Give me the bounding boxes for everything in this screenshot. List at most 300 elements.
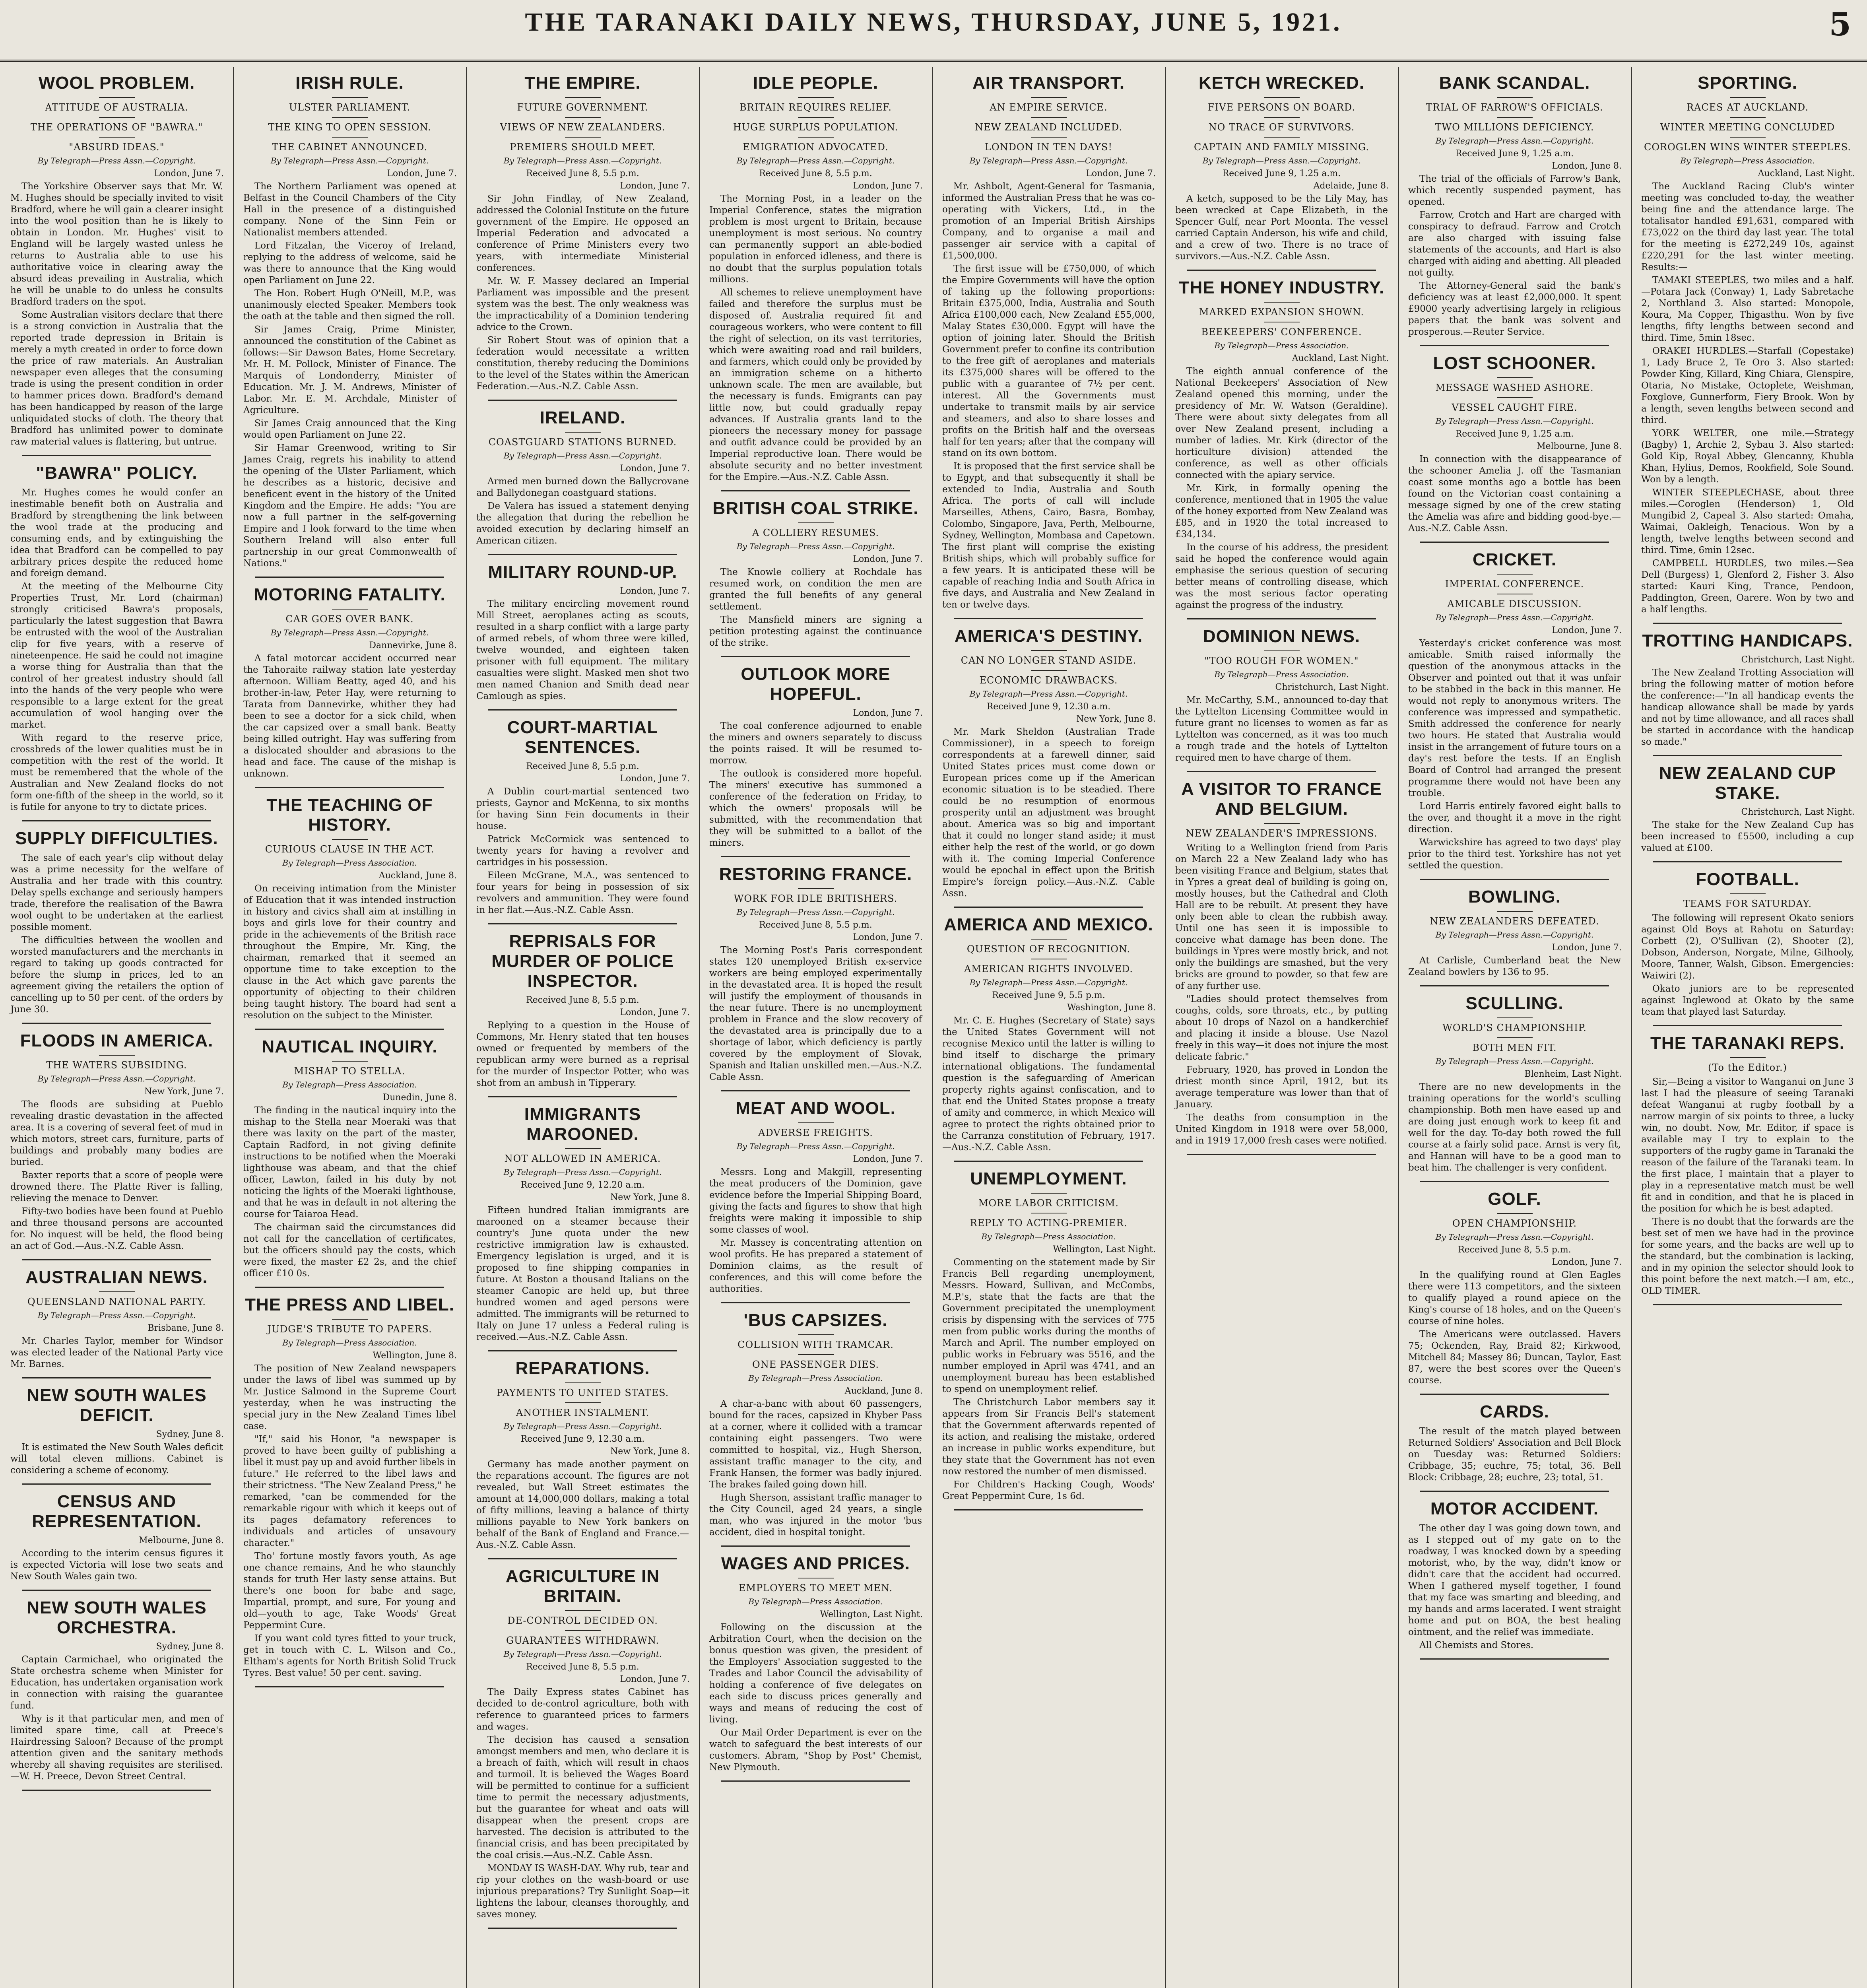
article-separator xyxy=(954,1509,1143,1510)
article-paragraph: The Americans were outclassed. Havers 75; Ockenden, Ray, Braid 82; Kirkwood, Mitchell 84; Massey 86; Duncan, Taylor, East 87, were the best scores over the Queen's course. xyxy=(1408,1329,1621,1386)
subheading: JUDGE'S TRIBUTE TO PAPERS. xyxy=(267,1324,432,1335)
byline: By Telegraph—Press Assn.—Copyright. xyxy=(736,156,895,165)
subheading: BOTH MEN FIT. xyxy=(1472,1042,1557,1053)
sub-rule xyxy=(1497,117,1533,118)
dateline: Washington, June 8. xyxy=(1067,1003,1156,1013)
sub-rule xyxy=(1730,97,1766,98)
sub-rule xyxy=(1031,670,1067,671)
headline: NEW SOUTH WALES DEFICIT. xyxy=(27,1386,207,1425)
article-paragraph: Following on the discussion at the Arbitration Court, when the decision on the bonus question was given, the president of the Employers' Association suggested to the Trades and Labor Council the advisability of holding a conference of five delegates on each side to discuss prices generally and ways and means of reducing the cost of living. xyxy=(709,1622,922,1725)
sub-rule xyxy=(1497,1213,1533,1214)
article-separator xyxy=(1653,1025,1842,1026)
article xyxy=(1637,870,1858,1026)
headline: MOTOR ACCIDENT. xyxy=(1430,1499,1599,1518)
byline: By Telegraph—Press Association. xyxy=(748,1597,883,1606)
dateline: Blenheim, Last Night. xyxy=(1524,1069,1622,1079)
article-paragraph: Mr. Mark Sheldon (Australian Trade Commissioner), in a speech to foreign correspondents at a farewell dinner, said United States prices must come down or European prices come up if the American economic situation is to be steadied. There could be no resumption of enormous prosperity until an adjustment was brought about. America was so big and important that it could no longer stand aside; it must either help the rest of the world, or go down with it. The coming Imperial Conference would be epochal in effect upon the British Empire's foreign policy.—Aus.-N.Z. Cable Assn. xyxy=(942,727,1155,899)
dateline: Dannevirke, June 8. xyxy=(369,641,457,650)
article xyxy=(1404,887,1625,986)
subheading: COLLISION WITH TRAMCAR. xyxy=(737,1339,894,1350)
subheading: ONE PASSENGER DIES. xyxy=(752,1359,879,1370)
article-paragraph: Fifteen hundred Italian immigrants are marooned on a steamer because their country's June quota under the new restrictive immigration law is exhausted. Emergency legislation is urged, and it is proposed to fine shipping companies in future. At Boston a thousand Italians on the steamer Canopic are held up, but three hundred women and aged persons were admitted. The immigrants will be returned to Italy on June 17 unless a Federal ruling is received.—Aus.-N.Z. Cable Assn. xyxy=(476,1205,689,1342)
article-paragraph: On receiving intimation from the Minister of Education that it was intended instruction in history and civics shall aim at instilling in boys and girls love for their country and pride in the achievements of the British race throughout the Empire, Mr. King, the chairman, remarked that it seemed an opportune time to take exception to the clause in the Act which gave parents the opportunity of objecting to their children being taught history. The board had sent a resolution on the subject to the Minister. xyxy=(243,883,456,1021)
article xyxy=(6,1598,227,1791)
article-paragraph: The Morning Post, in a leader on the Imperial Conference, states the migration problem is most urgent to Britain, because unemployment is most serious. No country can permanently support an able-bodied population in enforced idleness, and there is no doubt that the surplus population totals millions. xyxy=(709,194,922,285)
subheading: TRIAL OF FARROW'S OFFICIALS. xyxy=(1426,102,1603,113)
headline: BOWLING. xyxy=(1468,887,1561,907)
article-paragraph: Patrick McCormick was sentenced to twenty years for having a revolver and cartridges in his possession. xyxy=(476,834,689,868)
article-paragraph: A fatal motorcar accident occurred near the Tahoraite railway station late yesterday afternoon. William Beatty, aged 40, and his brother-in-law, Peter Hay, were returning to Tarata from Dannevirke, whither they had been to see a doctor for a sick child, when the car capsized over a small bank. Beatty being killed outright. Hay was suffering from a dislocated shoulder and abrasions to the head and face. The cause of the mishap is unknown. xyxy=(243,653,456,779)
sub-rule xyxy=(99,117,135,118)
byline: By Telegraph—Press Assn.—Copyright. xyxy=(1435,1232,1594,1242)
byline: By Telegraph—Press Association. xyxy=(282,1338,417,1347)
headline: WAGES AND PRICES. xyxy=(721,1554,910,1573)
article xyxy=(1637,763,1858,862)
article-paragraph: Our Mail Order Department is ever on the watch to safeguard the best interests of our customers. Abram, "Shop by Post" Chemist, New Plymouth. xyxy=(709,1728,922,1773)
dateline: London, June 7. xyxy=(853,554,923,564)
article xyxy=(705,1099,926,1303)
article xyxy=(1404,1189,1625,1395)
received-time: Received June 9, 5.5 p.m. xyxy=(992,990,1105,1000)
dateline: New York, June 8. xyxy=(610,1192,690,1202)
article xyxy=(938,73,1159,619)
article-separator xyxy=(22,1590,211,1591)
column-rule xyxy=(1631,67,1632,1988)
byline: By Telegraph—Press Assn.—Copyright. xyxy=(503,1649,662,1659)
column-rule xyxy=(466,67,467,1988)
article xyxy=(1637,1033,1858,1305)
subheading: COROGLEN WINS WINTER STEEPLES. xyxy=(1644,142,1851,153)
article-paragraph: Mr. Hughes comes he would confer an inestimable benefit both on Australia and Bradford by strengthening the link between the wool trade at the producing and consuming ends, and by extinguishing the idea that Bradford can be compelled to pay arbitrary prices despite the reduced home and foreign demand. xyxy=(10,487,223,579)
article-separator xyxy=(488,1350,677,1351)
article-paragraph: Eileen McGrane, M.A., was sentenced to four years for being in possession of six revolvers and ammunition. They were found in her flat.—Aus.-N.Z. Cable Assn. xyxy=(476,870,689,915)
article-paragraph: Mr. McCarthy, S.M., announced to-day that the Lyttelton Licensing Committee would in future grant no licenses to women as far as Lyttelton was concerned, as it was too much a rough trade and the hotels of Lyttelton required men to have charge of them. xyxy=(1175,695,1388,763)
sub-rule xyxy=(1031,939,1067,940)
byline: By Telegraph—Press Assn.—Copyright. xyxy=(736,1142,895,1151)
sub-rule xyxy=(565,1610,601,1611)
dateline: Auckland, Last Night. xyxy=(1292,353,1389,363)
article-paragraph: The floods are subsiding at Pueblo revealing drastic devastation in the affected area. It is a covering of several feet of mud in which motors, street cars, furniture, parts of buildings and probably many bodies are buried. xyxy=(10,1099,223,1167)
dateline: London, June 7. xyxy=(1552,943,1622,953)
dateline: New York, June 8. xyxy=(610,1446,690,1456)
article-separator xyxy=(22,820,211,821)
subheading: TEAMS FOR SATURDAY. xyxy=(1683,898,1812,909)
article-separator xyxy=(721,1090,910,1091)
headline: MILITARY ROUND-UP. xyxy=(488,562,677,582)
article xyxy=(1404,550,1625,880)
sub-rule xyxy=(1031,137,1067,138)
sub-rule xyxy=(798,117,834,118)
subheading: ANOTHER INSTALMENT. xyxy=(516,1407,650,1418)
article xyxy=(472,932,693,1097)
headline: REPARATIONS. xyxy=(515,1359,650,1378)
dateline: London, June 7. xyxy=(620,586,690,596)
received-time: Received June 9, 12.30 a.m. xyxy=(986,702,1111,712)
byline: By Telegraph—Press Association. xyxy=(1680,156,1815,165)
subheading: CAR GOES OVER BANK. xyxy=(285,613,414,625)
article xyxy=(1404,73,1625,346)
article-paragraph: Hugh Sherson, assistant traffic manager to the City Council, aged 24 years, a single man, who was injured in the motor 'bus accident, died in hospital tonight. xyxy=(709,1493,922,1538)
article xyxy=(1171,278,1392,619)
received-time: Received June 9, 12.20 a.m. xyxy=(520,1180,645,1190)
headline: IRELAND. xyxy=(540,408,626,427)
headline: IDLE PEOPLE. xyxy=(753,73,879,93)
subheading: ATTITUDE OF AUSTRALIA. xyxy=(45,102,188,113)
byline: By Telegraph—Press Assn.—Copyright. xyxy=(270,156,429,165)
subheading: FIVE PERSONS ON BOARD. xyxy=(1207,102,1356,113)
article-paragraph: The Attorney-General said the bank's deficiency was at least £2,000,000. It spent £9000 yearly advertising largely in religious papers that the bank was solvent and prosperous.—Reuter Service. xyxy=(1408,281,1621,337)
subheading: "TOO ROUGH FOR WOMEN." xyxy=(1204,655,1359,666)
article-paragraph: Sir James Craig, Prime Minister, announced the constitution of the Cabinet as follows:—Sir Dawson Bates, Home Secretary. Mr. H. M. Pollock, Minister of Finance. The Marquis of Londonderry, Minister of Education. Mr. J. M. Andrews, Minister of Labor. Mr. E. M. Archdale, Minister of Agriculture. xyxy=(243,324,456,415)
subheading: LONDON IN TEN DAYS! xyxy=(985,142,1112,153)
subheading: WORK FOR IDLE BRITISHERS. xyxy=(734,893,898,904)
article-paragraph: The chairman said the circumstances did not call for the cancellation of certificates, but the officers should pay the costs, which were fixed, the master £2 2s, and the chief officer £10 0s. xyxy=(243,1222,456,1279)
article-paragraph: CAMPBELL HURDLES, two miles.—Sea Dell (Burgess) 1, Glenford 2, Fisher 3. Also started: Kauri King, Trance, Pendoon, Paddington, Green, Oarere. Won by two and a half lengths. xyxy=(1641,558,1854,615)
subheading: "ABSURD IDEAS." xyxy=(69,142,165,153)
dateline: London, June 7. xyxy=(1086,169,1156,179)
dateline: London, June 7. xyxy=(1552,1257,1622,1267)
headline: AGRICULTURE IN BRITAIN. xyxy=(505,1567,660,1606)
article-paragraph: The Daily Express states Cabinet has decided to de-control agriculture, both with reference to guaranteed prices to farmers and wages. xyxy=(476,1687,689,1732)
article-paragraph: "If," said his Honor, "a newspaper is proved to have been guilty of publishing a libel it must pay up and avoid further libels in future." He referred to the libel laws and their strictness. "The New Zealand Press," he remarked, "can be commended for the remarkable rigour with which it keeps out of its pages defamatory references to individuals and articles of unsavoury character." xyxy=(243,1434,456,1548)
dateline: New York, June 8. xyxy=(1076,714,1156,724)
article-paragraph: The military encircling movement round Mill Street, aeroplanes acting as scouts, resulted in a sharp conflict with a large party of armed rebels, of whom three were killed, twelve wounded, and eighteen taken prisoner with full equipment. The military casualties were slight. Masked men shot two men named Chanion and Smith dead near Camlough as spies. xyxy=(476,599,689,701)
article-paragraph: All Chemists and Stores. xyxy=(1419,1640,1534,1650)
article xyxy=(239,795,460,1030)
byline: By Telegraph—Press Assn.—Copyright. xyxy=(37,156,196,165)
article-separator xyxy=(22,455,211,456)
sub-rule xyxy=(1031,97,1067,98)
sub-rule xyxy=(332,1061,368,1062)
article-separator xyxy=(488,1928,677,1929)
sub-rule xyxy=(99,1291,135,1292)
article-paragraph: ORAKEI HURDLES.—Starfall (Copestake) 1, Lady Bruce 2, Te Oro 3. Also started: Powder King, Killard, King Chiara, Glenspire, Otaria, No Mistake, Octoplete, Weishman, Foxglove, Gunnerform, Fiery Brook. Won by a length, seven lengths between second and third. xyxy=(1641,346,1854,425)
article-separator xyxy=(22,1483,211,1485)
subheading: A COLLIERY RESUMES. xyxy=(752,527,879,538)
article-paragraph: In the course of his address, the president said he hoped the conference would again emphasise the serious question of securing better means of controlling disease, which was the most serious factor operating against the progress of the industry. xyxy=(1175,542,1388,610)
headline: THE EMPIRE. xyxy=(524,73,641,93)
article xyxy=(705,1310,926,1547)
headline: SUPPLY DIFFICULTIES. xyxy=(15,829,218,848)
headline: BRITISH COAL STRIKE. xyxy=(712,499,919,518)
article-paragraph: The result of the match played between Returned Soldiers' Association and Bell Block on Tuesday was: Returned Soldiers: Cribbage, 35; euchre, 75; total, 36. Bell Block: Cribbage, 28; euchre, 23; total, 51. xyxy=(1408,1426,1621,1483)
article xyxy=(239,1295,460,1687)
sub-rule xyxy=(565,1382,601,1383)
article-separator xyxy=(22,1790,211,1791)
sub-rule xyxy=(1730,137,1766,138)
sub-rule xyxy=(1497,1037,1533,1038)
article-paragraph: Mr. W. F. Massey declared an Imperial Parliament was impossible and the present system was the best. The only weakness was the impracticability of a Dominion tendering advice to the Crown. xyxy=(476,276,689,332)
dateline: New York, June 7. xyxy=(144,1087,224,1097)
dateline: Christchurch, Last Night. xyxy=(1741,655,1855,665)
article-separator xyxy=(1420,1394,1609,1395)
article xyxy=(6,1386,227,1485)
sub-rule xyxy=(1264,97,1300,98)
headline: IRISH RULE. xyxy=(295,73,404,93)
subheading: HUGE SURPLUS POPULATION. xyxy=(733,122,899,133)
subheading: BEEKEEPERS' CONFERENCE. xyxy=(1201,326,1362,338)
article-separator xyxy=(255,787,444,788)
article-paragraph: For Children's Hacking Cough, Woods' Great Peppermint Cure, 1s 6d. xyxy=(942,1479,1155,1501)
article xyxy=(6,73,227,456)
article-paragraph: Mr. Kirk, in formally opening the conference, mentioned that in 1905 the value of the honey exported from New Zealand was £85, and in 1920 the total increased to £34,134. xyxy=(1175,483,1388,540)
article-paragraph: The outlook is considered more hopeful. The miners' executive has summoned a conference of the federation on Friday, to which the owners' proposals will be submitted, with the recommendation that they will be submitted to a ballot of the miners. xyxy=(709,769,922,848)
sub-rule xyxy=(1031,1193,1067,1194)
article xyxy=(705,1554,926,1782)
article-separator xyxy=(721,656,910,657)
article-paragraph: The Hon. Robert Hugh O'Neill, M.P., was unanimously elected Speaker. Members took the oath at the table and then signed the roll. xyxy=(243,288,456,322)
byline: By Telegraph—Press Assn.—Copyright. xyxy=(1435,930,1594,940)
article-separator xyxy=(22,1259,211,1260)
headline: MEAT AND WOOL. xyxy=(736,1099,896,1118)
article xyxy=(938,626,1159,908)
article-paragraph: "Ladies should protect themselves from coughs, colds, sore throats, etc., by putting about 10 drops of Nazol on a handkerchief and placing it inside a blouse. Use Nazol freely in this way—it does not injure the most delicate fabric." xyxy=(1175,994,1388,1062)
article xyxy=(6,1031,227,1260)
subheading: FUTURE GOVERNMENT. xyxy=(517,102,648,113)
dateline: Christchurch, Last Night. xyxy=(1275,682,1389,692)
article xyxy=(6,1492,227,1591)
article-separator xyxy=(488,1558,677,1559)
article-separator xyxy=(488,400,677,401)
article-paragraph: A Dublin court-martial sentenced two priests, Gaynor and McKenna, to six months for having Sinn Fein documents in their house. xyxy=(476,786,689,831)
article-paragraph: Okato juniors are to be represented against Inglewood at Okato by the same team that played last Saturday. xyxy=(1641,984,1854,1017)
headline: THE HONEY INDUSTRY. xyxy=(1178,278,1385,297)
byline: By Telegraph—Press Assn.—Copyright. xyxy=(1202,156,1361,165)
headline: REPRISALS FOR MURDER OF POLICE INSPECTOR. xyxy=(491,932,674,991)
subheading: CAN NO LONGER STAND ASIDE. xyxy=(961,655,1137,666)
subheading: MESSAGE WASHED ASHORE. xyxy=(1435,382,1594,393)
dateline: London, June 7. xyxy=(620,464,690,474)
subheading: DE-CONTROL DECIDED ON. xyxy=(507,1615,658,1626)
headline: UNEMPLOYMENT. xyxy=(970,1169,1127,1188)
article-separator xyxy=(255,1029,444,1030)
byline: By Telegraph—Press Assn.—Copyright. xyxy=(503,1421,662,1431)
subheading: BRITAIN REQUIRES RELIEF. xyxy=(739,102,892,113)
subheading: NEW ZEALANDERS DEFEATED. xyxy=(1430,916,1599,927)
subheading: NEW ZEALANDER'S IMPRESSIONS. xyxy=(1186,828,1378,839)
subheading: WINTER MEETING CONCLUDED xyxy=(1660,122,1835,133)
article-paragraph: Sir John Findlay, of New Zealand, addressed the Colonial Institute on the future government of the Empire. He opposed an Imperial Federation and advocated a conference of Prime Ministers every two years, with intermediate Ministerial conferences. xyxy=(476,194,689,273)
sub-rule xyxy=(1031,117,1067,118)
article xyxy=(1171,779,1392,1155)
article-separator xyxy=(1420,1181,1609,1182)
article-paragraph: The stake for the New Zealand Cup has been increased to £5500, including a cup valued at £100. xyxy=(1641,820,1854,853)
sub-rule xyxy=(99,137,135,138)
article-paragraph: The trial of the officials of Farrow's Bank, which recently suspended payment, has opened. xyxy=(1408,174,1621,207)
headline: SCULLING. xyxy=(1465,994,1564,1013)
article-paragraph: The deaths from consumption in the United Kingdom in 1918 were over 58,000, and in 1919 17,000 fresh cases were notified. xyxy=(1175,1112,1388,1146)
column-8 xyxy=(1637,68,1858,1988)
article xyxy=(472,562,693,711)
byline: By Telegraph—Press Assn.—Copyright. xyxy=(503,156,662,165)
subheading: THE WATERS SUBSIDING. xyxy=(46,1060,187,1071)
subheading: ULSTER PARLIAMENT. xyxy=(289,102,411,113)
headline: NEW SOUTH WALES ORCHESTRA. xyxy=(27,1598,207,1637)
article xyxy=(1171,73,1392,271)
article-paragraph: The Morning Post's Paris correspondent states 120 unemployed British ex-service workers are being employed experimentally in the devastated area. It is hoped the result will justify the employment of thousands in the near future. There is no unemployment problem in France and the slow recovery of the devastated area is principally due to a shortage of labor, which deficiency is partly covered by the employment of Slovak, Spanish and Italian unskilled men.—Aus.-N.Z. Cable Assn. xyxy=(709,945,922,1082)
sub-rule xyxy=(332,609,368,610)
article-paragraph: The Christchurch Labor members say it appears from Sir Francis Bell's statement that the Government afterwards repented of its action, and realising the mistake, ordered an increase in public works expenditure, but they state that the Government has not even now restored the number of men dismissed. xyxy=(942,1397,1155,1477)
article xyxy=(705,73,926,491)
byline: By Telegraph—Press Assn.—Copyright. xyxy=(1435,416,1594,426)
headline: CENSUS AND REPRESENTATION. xyxy=(32,1492,202,1531)
byline: By Telegraph—Press Association. xyxy=(981,1232,1116,1241)
sub-rule xyxy=(332,137,368,138)
article-paragraph: There are no new developments in the training operations for the world's sculling championship. Both men have eased up and are doing just enough work to keep fit and well for the day. To-day both rowed the full course at a fairly solid pace. Arnst is very fit, and Hannan will have to be a good man to beat him. The challenger is very confident. xyxy=(1408,1082,1621,1173)
sub-rule xyxy=(565,117,601,118)
sub-rule xyxy=(798,1354,834,1355)
article-paragraph: The coal conference adjourned to enable the miners and owners separately to discuss the points raised. It will be resumed to-morrow. xyxy=(709,721,922,766)
subheading: NOT ALLOWED IN AMERICA. xyxy=(504,1153,661,1164)
headline: RESTORING FRANCE. xyxy=(719,864,912,884)
article-separator xyxy=(721,490,910,491)
article-paragraph: Germany has made another payment on the reparations account. The figures are not revealed, but Wall Street estimates the amount at 14,000,000 dollars, making a total of fifty millions, leaving a balance of thirty millions payable to New York bankers on behalf of the Bank of England and France.—Aus.-N.Z. Cable Assn. xyxy=(476,1459,689,1550)
article-paragraph: Replying to a question in the House of Commons, Mr. Henry stated that ten houses owned or frequented by members of the republican army were burned as a reprisal for the murder of Inspector Potter, who was shot from an ambush in Tipperary. xyxy=(476,1020,689,1088)
subheading: CURIOUS CLAUSE IN THE ACT. xyxy=(265,844,435,855)
headline: NEW ZEALAND CUP STAKE. xyxy=(1659,763,1836,803)
article-paragraph: In the qualifying round at Glen Eagles there were 113 competitors, and the sixteen to qualify played a round apiece on the King's course of 18 holes, and on the Queen's course of nine holes. xyxy=(1408,1270,1621,1326)
subheading: VIEWS OF NEW ZEALANDERS. xyxy=(500,122,666,133)
article-paragraph: Lord Harris entirely favored eight balls to the over, and thought it a move in the right direction. xyxy=(1408,801,1621,835)
article-paragraph: Sir,—Being a visitor to Wanganui on June 3 last I had the pleasure of seeing Taranaki defeat Wanganui at rugby football by a narrow margin of six points to three, a lucky win, no doubt. Now, Mr. Editor, if space is available may I try to explain to the supporters of the rugby game in Taranaki the reason of the failure of the Taranaki team. In the first place, I maintain that a player to play in a representative match must be well fit and in condition, and that he is placed in the position for which he is best adapted. xyxy=(1641,1077,1854,1214)
subheading: NEW ZEALAND INCLUDED. xyxy=(975,122,1122,133)
article xyxy=(1637,631,1858,756)
headline: MOTORING FATALITY. xyxy=(254,585,446,604)
headline: THE PRESS AND LIBEL. xyxy=(245,1295,454,1314)
subheading: PREMIERS SHOULD MEET. xyxy=(510,142,656,153)
subheading: EMPLOYERS TO MEET MEN. xyxy=(738,1582,893,1594)
article xyxy=(472,1567,693,1929)
subheading: QUEENSLAND NATIONAL PARTY. xyxy=(27,1296,206,1307)
article-separator xyxy=(488,554,677,555)
sub-rule xyxy=(798,522,834,523)
subheading: QUESTION OF RECOGNITION. xyxy=(966,944,1131,955)
article-paragraph: February, 1920, has proved in London the driest month since April, 1912, but its average temperature was lower than that of January. xyxy=(1175,1065,1388,1110)
sub-rule xyxy=(565,1148,601,1149)
article-paragraph: The Mansfield miners are signing a petition protesting against the continuance of the strike. xyxy=(709,615,922,648)
byline: By Telegraph—Press Assn.—Copyright. xyxy=(1435,1056,1594,1066)
headline: AIR TRANSPORT. xyxy=(972,73,1125,93)
sub-rule xyxy=(1730,893,1766,894)
article xyxy=(239,1037,460,1288)
column-rule xyxy=(1165,67,1166,1988)
subheading: OPEN CHAMPIONSHIP. xyxy=(1452,1218,1577,1229)
subheading: MISHAP TO STELLA. xyxy=(294,1066,406,1077)
sub-rule xyxy=(565,432,601,433)
article-separator xyxy=(721,1302,910,1303)
dateline: Melbourne, June 8. xyxy=(1537,441,1622,451)
sub-rule xyxy=(99,1055,135,1056)
dateline: London, June 7. xyxy=(853,1154,923,1164)
sub-rule xyxy=(1264,117,1300,118)
article xyxy=(1637,73,1858,624)
article-separator xyxy=(1653,755,1842,756)
article-separator xyxy=(954,1161,1143,1162)
article xyxy=(239,585,460,788)
article-paragraph: The sale of each year's clip without delay was a prime necessity for the welfare of Australia and her trade with this country. Delay spells exchange and seriously hampers trade, therefore the realisation of the Bawra wool ought to be undertaken at the earliest possible moment. xyxy=(10,853,223,932)
article-paragraph: Sir Hamar Greenwood, writing to Sir James Craig, regrets his inability to attend the opening of the Ulster Parliament, which he describes as a historic, decisive and beneficent event in the history of the United Kingdom and the Empire. He adds: "You are now a full partner in the self-governing Empire and I look forward to the time when Southern Ireland will also enter full partnership in our great Commonwealth of Nations." xyxy=(243,443,456,569)
sub-rule xyxy=(1031,650,1067,651)
headline: AMERICA'S DESTINY. xyxy=(954,626,1143,646)
article-paragraph: Tho' fortune mostly favors youth, As age one chance remains, And he who staunchly stands for truth Her lasty sense attains. But there's one boon for babe and sage, Impartial, prompt, and sure, For young and old—youth to age, Take Woods' Great Peppermint Cure. xyxy=(243,1551,456,1631)
article-separator xyxy=(721,856,910,857)
sub-rule xyxy=(1497,1017,1533,1018)
received-time: Received June 8, 5.5 p.m. xyxy=(526,169,639,179)
article xyxy=(938,1169,1159,1510)
article-paragraph: Messrs. Long and Makgill, representing the meat producers of the Dominion, gave evidence before the Imperial Shipping Board, giving the facts and figures to show that high freights were making it impossible to ship some classes of wool. xyxy=(709,1167,922,1235)
article-paragraph: The eighth annual conference of the National Beekeepers' Association of New Zealand opened this morning, under the presidency of Mr. W. Watson (Geraldine). There were about sixty delegates from all over New Zealand present, including a number of ladies. Mr. Kirk (director of the horticulture division) attended the conference, as well as other officials connected with the apiary service. xyxy=(1175,366,1388,480)
article xyxy=(705,664,926,857)
column-2 xyxy=(239,68,460,1988)
headline: OUTLOOK MORE HOPEFUL. xyxy=(741,664,891,704)
article-separator xyxy=(488,923,677,924)
sub-rule xyxy=(332,1319,368,1320)
article-paragraph: MONDAY IS WASH-DAY. Why rub, tear and rip your clothes on the wash-board or use injurious preparations? Try Sunlight Soap—it lightens the labour, cleanses thoroughly, and saves money. xyxy=(476,1863,689,1920)
received-time: Received June 9, 12.30 a.m. xyxy=(520,1434,645,1444)
article-separator xyxy=(1420,345,1609,346)
article-separator xyxy=(1187,1154,1376,1155)
headline: NAUTICAL INQUIRY. xyxy=(262,1037,438,1056)
article-paragraph: The Auckland Racing Club's winter meeting was concluded to-day, the weather being fine and the attendance large. The totalisator handled £91,631, compared with £73,022 on the third day last year. The total for the meeting is £272,249 10s, against £220,291 for the last winter meeting. Results:— xyxy=(1641,181,1854,272)
article-separator xyxy=(1653,623,1842,624)
sub-rule xyxy=(565,97,601,98)
subheading: THE CABINET ANNOUNCED. xyxy=(272,142,428,153)
subheading: ECONOMIC DRAWBACKS. xyxy=(979,675,1118,686)
dateline: London, June 7. xyxy=(853,708,923,718)
article-separator xyxy=(488,709,677,711)
subheading: AMICABLE DISCUSSION. xyxy=(1447,598,1582,610)
sub-rule xyxy=(798,97,834,98)
subheading: THE OPERATIONS OF "BAWRA." xyxy=(30,122,203,133)
column-7 xyxy=(1404,68,1625,1988)
byline: By Telegraph—Press Assn.—Copyright. xyxy=(969,689,1128,699)
headline: FLOODS IN AMERICA. xyxy=(20,1031,213,1050)
headline: THE TEACHING OF HISTORY. xyxy=(266,795,433,835)
sub-rule xyxy=(1497,97,1533,98)
article-separator xyxy=(1420,542,1609,543)
byline: By Telegraph—Press Assn.—Copyright. xyxy=(1435,613,1594,622)
sub-rule xyxy=(332,117,368,118)
dateline: London, June 7. xyxy=(154,169,224,179)
received-time: Received June 8, 5.5 p.m. xyxy=(526,995,639,1005)
dateline: London, June 7. xyxy=(620,181,690,191)
byline: By Telegraph—Press Assn.—Copyright. xyxy=(736,542,895,551)
column-4 xyxy=(705,68,926,1988)
article-paragraph: It is proposed that the first service shall be to Egypt, and that subsequently it shall be extended to India, Australia and South Africa. The ports of call will include Marseilles, Athens, Cairo, Basra, Bombay, Colombo, Singapore, Java, Perth, Melbourne, Sydney, Wellington, Mombasa and Capetown. The first plant will comprise the existing British ships, which will probably suffice for a few years. It is anticipated these will be capable of reaching India and South Africa in five days, and Australia and New Zealand in ten or twelve days. xyxy=(942,461,1155,610)
article-paragraph: Writing to a Wellington friend from Paris on March 22 a New Zealand lady who has been visiting France and Belgium, states that in Ypres a great deal of building is going on, mostly houses, but the Cathedral and Cloth Hall are to be rebuilt. At present they have only been able to clean the rubbish away. Until one has seen it is impossible to conceive what damage has been done. The buildings in Ypres were mostly brick, and not only the buildings are smashed, but the very bricks are ground to powder, so that few are of any further use. xyxy=(1175,843,1388,991)
article-paragraph: Lord Fitzalan, the Viceroy of Ireland, replying to the address of welcome, said he was there to announce that the King would open Parliament on June 22. xyxy=(243,241,456,285)
article-paragraph: There is no doubt that the forwards are the best set of men we have had in the province for some years, and the backs are well up to the standard, but the combination is lacking, and in my opinion the selector should look to this point before the next match.—I am, etc., OLD TIMER. xyxy=(1641,1217,1854,1296)
dateline: London, June 7. xyxy=(620,1008,690,1017)
article-paragraph: The Knowle colliery at Rochdale has resumed work, on condition the men are granted the full benefits of any general settlement. xyxy=(709,567,922,612)
received-time: Received June 8, 5.5 p.m. xyxy=(526,1662,639,1672)
headline: SPORTING. xyxy=(1697,73,1798,93)
subheading: THE KING TO OPEN SESSION. xyxy=(268,122,431,133)
column-rule xyxy=(1398,67,1399,1988)
received-time: Received June 8, 5.5 p.m. xyxy=(526,761,639,771)
sub-rule xyxy=(565,1402,601,1403)
subheading: MORE LABOR CRITICISM. xyxy=(978,1198,1119,1209)
article xyxy=(1404,353,1625,543)
subheading: NO TRACE OF SURVIVORS. xyxy=(1208,122,1355,133)
byline: By Telegraph—Press Association. xyxy=(282,858,417,868)
article xyxy=(1404,1402,1625,1492)
article-paragraph: A ketch, supposed to be the Lily May, has been wrecked at Cape Elizabeth, in the Spencer Gulf, near Port Moonta. The vessel carried Captain Anderson, his wife and child, and a crew of two. There is no trace of survivors.—Aus.-N.Z. Cable Assn. xyxy=(1175,194,1388,262)
byline: By Telegraph—Press Association. xyxy=(1214,341,1349,350)
article-paragraph: The difficulties between the woollen and worsted manufacturers and the merchants in regard to taking up goods contracted for before the slump in prices, led to an agreement giving the retailers the option of cancelling up to 50 per cent. of the orders by June 30. xyxy=(10,935,223,1015)
article xyxy=(6,1268,227,1378)
article-separator xyxy=(954,618,1143,619)
